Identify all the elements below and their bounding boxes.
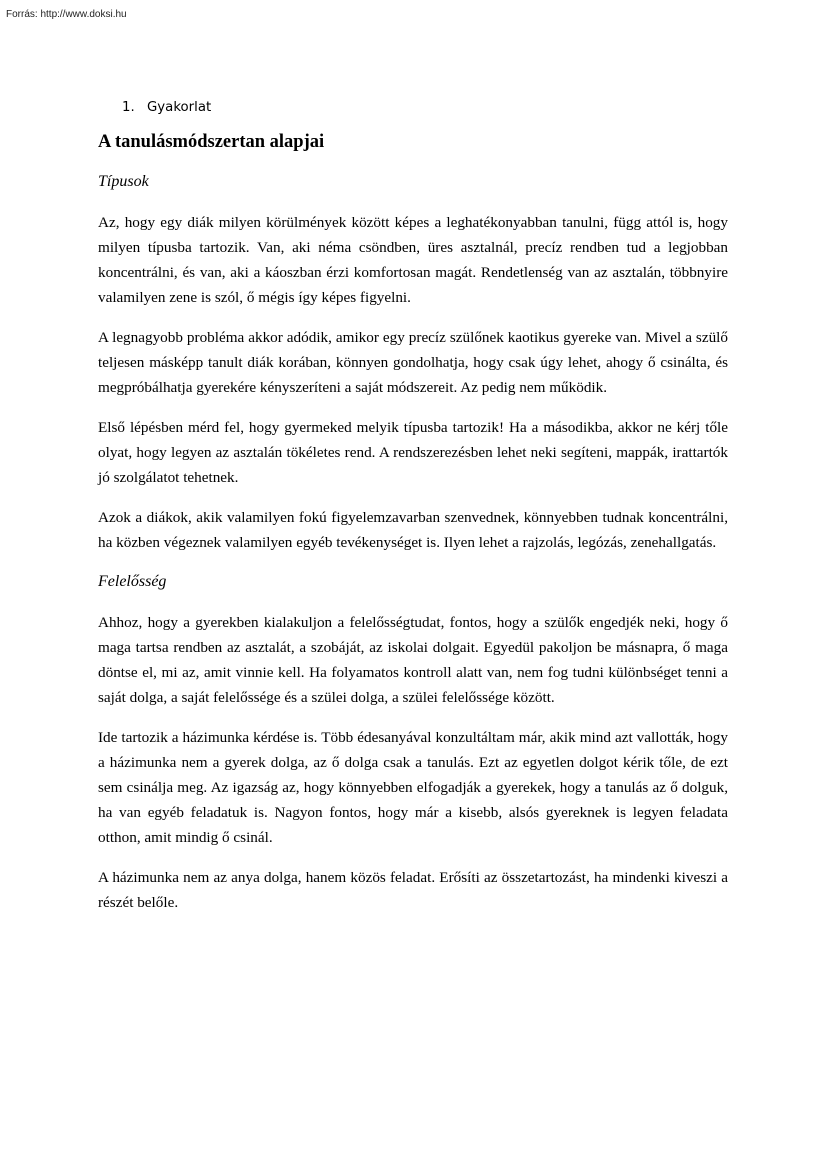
section-heading-tipusok: Típusok [98, 173, 149, 190]
source-label: Forrás: http://www.doksi.hu [6, 9, 127, 20]
paragraph: Ide tartozik a házimunka kérdése is. Több édesanyával konzultáltam már, akik mind azt vallották, hogy a házimunka nem a gyerek dolga, az ő dolga csak a tanulás. Ezt az egyetlen dolgot kérik tőle, de ezt sem csinálja meg. Az igazság az, hogy könnyebben elfogadják a gyerekek, hogy a tanulás az ő dolguk, ha van egyéb feladatuk is. Nagyon fontos, hogy már a kisebb, alsós gyereknek is legyen feladata otthon, amit mindig ő csinál. [98, 729, 728, 846]
exercise-number-item [122, 97, 728, 119]
paragraph: A házimunka nem az anya dolga, hanem közös feladat. Erősíti az összetartozást, ha mindenki kiveszi a részét belőle. [98, 869, 728, 911]
document-body [98, 97, 728, 930]
paragraph: Azok a diákok, akik valamilyen fokú figyelemzavarban szenvednek, könnyebben tudnak koncentrálni, ha közben végeznek valamilyen egyéb tevékenységet is. Ilyen lehet a rajzolás, legózás, zenehallgatás. [98, 509, 728, 551]
paragraph: Első lépésben mérd fel, hogy gyermeked melyik típusba tartozik! Ha a másodikba, akkor ne kérj tőle olyat, hogy legyen az asztalán tökéletes rend. A rendszerezésben lehet neki segíteni, mappák, irattartók jó szolgálatot tehetnek. [98, 419, 728, 486]
exercise-number: 1. [122, 100, 135, 115]
document-title: A tanulásmódszertan alapjai [98, 132, 325, 152]
section-heading-felelosseg: Felelősség [98, 573, 167, 590]
paragraph: Ahhoz, hogy a gyerekben kialakuljon a felelősségtudat, fontos, hogy a szülők engedjék neki, hogy ő maga tartsa rendben az asztalát, a szobáját, az iskolai dolgait. Egyedül pakoljon be másnapra, ő maga döntse el, mi az, amit vinnie kell. Ha folyamatos kontroll alatt van, nem fog tudni különbséget tenni a saját dolga, a saját felelőssége és a szülei dolga, a szülei felelőssége között. [98, 614, 728, 706]
paragraph: A legnagyobb probléma akkor adódik, amikor egy precíz szülőnek kaotikus gyereke van. Mivel a szülő teljesen másképp tanult diák korában, könnyen gondolhatja, hogy csak úgy lehet, ahogy ő csinálta, és megpróbálhatja gyerekére kényszeríteni a saját módszereit. Az pedig nem működik. [98, 329, 728, 396]
paragraph: Az, hogy egy diák milyen körülmények között képes a leghatékonyabban tanulni, függ attól is, hogy milyen típusba tartozik. Van, aki néma csöndben, üres asztalnál, precíz rendben tud a legjobban koncentrálni, és van, aki a káoszban érzi komfortosan magát. Rendetlenség van az asztalán, többnyire valamilyen zene is szól, ő mégis így képes figyelni. [98, 214, 728, 306]
exercise-label: Gyakorlat [147, 100, 212, 115]
